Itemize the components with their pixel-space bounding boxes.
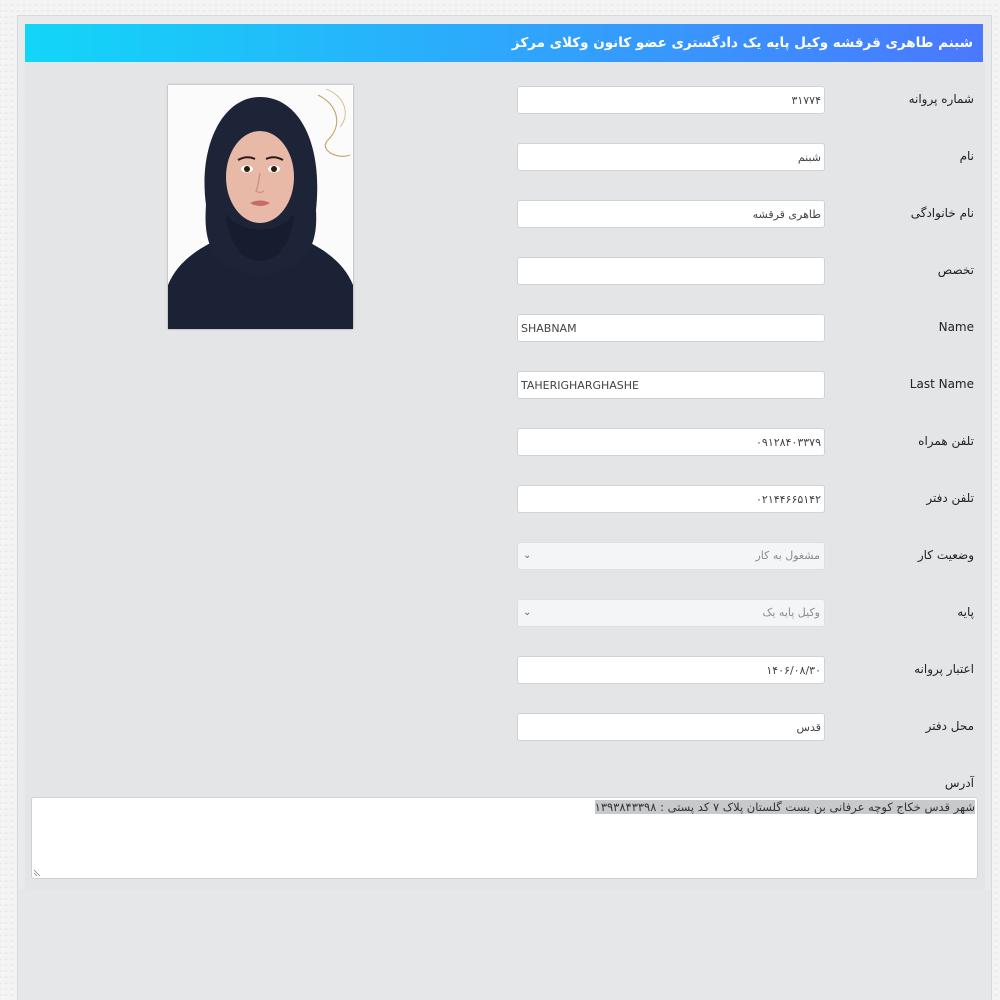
- license-number-label: شماره پروانه: [908, 92, 974, 106]
- chevron-down-icon: ⌄: [523, 550, 532, 561]
- last-name-en-input[interactable]: [517, 371, 825, 399]
- name-en-label: Name: [938, 320, 974, 334]
- office-phone-label: تلفن دفتر: [926, 491, 974, 505]
- profile-header-title: شبنم طاهری قرقشه وکیل پایه یک دادگستری عضو کانون وکلای مرکز: [25, 24, 983, 62]
- resize-grip-icon[interactable]: [34, 868, 42, 876]
- specialty-input[interactable]: [517, 257, 825, 285]
- grade-label: پایه: [957, 605, 974, 619]
- mobile-phone-label: تلفن همراه: [918, 434, 974, 448]
- last-name-en-label: Last Name: [909, 377, 974, 391]
- lawyer-photo: [168, 85, 353, 329]
- license-validity-label: اعتبار پروانه: [914, 662, 974, 676]
- office-location-input[interactable]: [517, 713, 825, 741]
- license-number-input[interactable]: [517, 86, 825, 114]
- mobile-phone-input[interactable]: [517, 428, 825, 456]
- name-en-input[interactable]: [517, 314, 825, 342]
- first-name-input[interactable]: [517, 143, 825, 171]
- work-status-value: مشغول به کار: [755, 549, 820, 562]
- last-name-label: نام خانوادگی: [910, 206, 974, 220]
- work-status-label: وضعیت کار: [917, 548, 974, 562]
- grade-select[interactable]: [517, 599, 825, 627]
- specialty-label: تخصص: [937, 263, 974, 277]
- address-label: آدرس: [944, 776, 974, 790]
- address-textarea[interactable]: [31, 797, 978, 879]
- office-location-label: محل دفتر: [925, 719, 974, 733]
- address-text: شهر قدس خکاج کوچه عرفانی بن بست گلستان پلاک ۷ کد پستی : ۱۳۹۳۸۴۳۳۹۸: [594, 800, 975, 814]
- panel-footer-area: [17, 890, 992, 1000]
- portrait-image: [168, 85, 353, 329]
- work-status-select[interactable]: [517, 542, 825, 570]
- grade-value: وکیل پایه یک: [762, 606, 820, 619]
- first-name-label: نام: [959, 149, 974, 163]
- chevron-down-icon: ⌄: [523, 607, 532, 618]
- office-phone-input[interactable]: [517, 485, 825, 513]
- license-validity-input[interactable]: [517, 656, 825, 684]
- last-name-input[interactable]: [517, 200, 825, 228]
